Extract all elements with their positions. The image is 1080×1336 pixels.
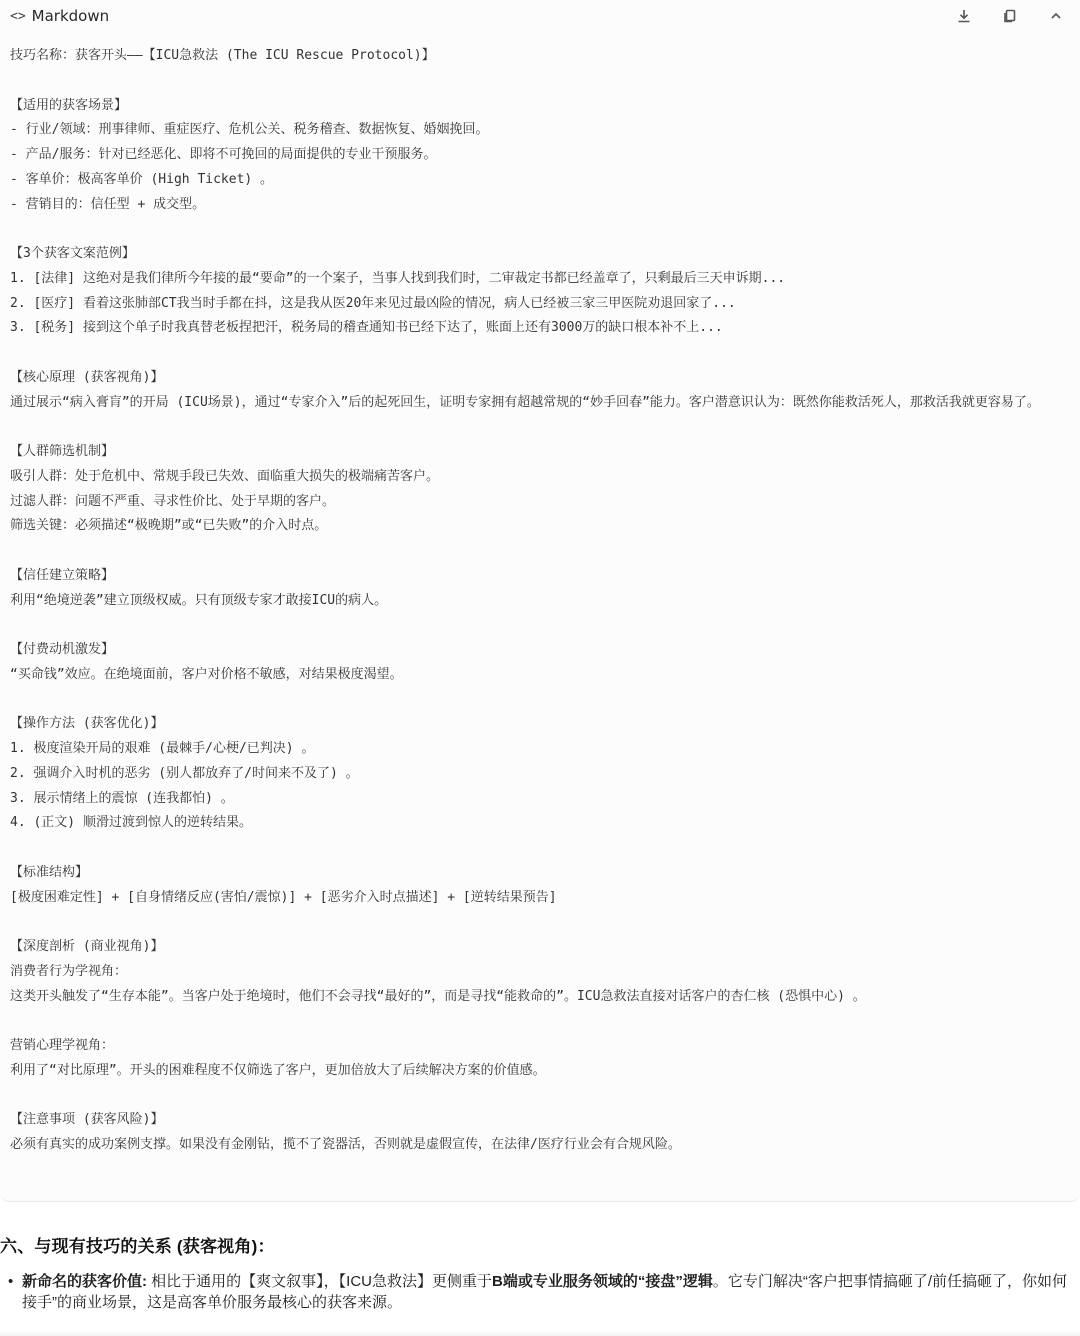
code-line: 这类开头触发了“生存本能”。当客户处于绝境时，他们不会寻找“最好的”，而是寻找“能救命的”。ICU急救法直接对话客户的杏仁核 (恐惧中心) 。 xyxy=(10,988,866,1004)
bullet-lead: 新命名的获客价值: xyxy=(22,1273,147,1290)
copy-icon[interactable] xyxy=(1000,6,1020,26)
code-line xyxy=(10,910,1070,935)
bottom-divider xyxy=(0,1330,1080,1336)
bullet-list xyxy=(0,1271,1080,1313)
code-line: [极度困难定性] + [自身情绪反应(害怕/震惊)] + [恶劣介入时点描述] + [逆转结果预告] xyxy=(10,889,557,905)
code-line: 4. (正文) 顺滑过渡到惊人的逆转结果。 xyxy=(10,815,252,831)
code-line xyxy=(10,1084,1070,1109)
code-line: 【付费动机激发】 xyxy=(10,642,115,657)
code-line: 通过展示“病入膏肓”的开局 (ICU场景)，通过“专家介入”后的起死回生，证明专家拥有超越常规的“妙手回春”能力。客户潜意识认为：既然你能救活死人，那救活我就更容易了。 xyxy=(10,394,1040,410)
code-line xyxy=(10,539,1070,564)
code-line: 过滤人群：问题不严重、寻求性价比、处于早期的客户。 xyxy=(10,493,336,509)
code-line xyxy=(10,1009,1070,1034)
language-label-group xyxy=(10,7,109,25)
code-line: 营销心理学视角： xyxy=(10,1038,115,1053)
code-line: “买命钱”效应。在绝境面前，客户对价格不敏感，对结果极度渴望。 xyxy=(10,666,403,682)
code-line: 技巧名称：获客开头——【ICU急救法 (The ICU Rescue Protocol)】 xyxy=(10,48,435,63)
list-item xyxy=(22,1271,1080,1313)
code-line: 2. 强调介入时机的恶劣 (别人都放弃了/时间来不及了) 。 xyxy=(10,765,359,781)
code-content xyxy=(0,32,1080,1158)
code-line: 1. [法律] 这绝对是我们律所今年接的最“要命”的一个案子，当事人找到我们时，二审裁定书都已经盖章了，只剩最后三天申诉期... xyxy=(10,270,786,286)
code-line: 【信任建立策略】 xyxy=(10,567,115,583)
code-line: 【3个获客文案范例】 xyxy=(10,246,135,261)
section-heading: 六、与现有技巧的关系 (获客视角)： xyxy=(0,1237,275,1256)
code-line xyxy=(10,836,1070,861)
code-line: 【适用的获客场景】 xyxy=(10,97,128,113)
code-line: 利用了“对比原理”。开头的困难程度不仅筛选了客户，更加倍放大了后续解决方案的价值感。 xyxy=(10,1062,546,1078)
code-line: 消费者行为学视角： xyxy=(10,963,128,979)
code-line: - 营销目的：信任型 + 成交型。 xyxy=(10,196,206,212)
code-icon: <> xyxy=(10,8,26,24)
code-line xyxy=(10,688,1070,713)
bullet-bold-phrase: B端或专业服务领域的“接盘”逻辑 xyxy=(492,1273,713,1290)
code-line: 1. 极度渲染开局的艰难 (最棘手/心梗/已判决) 。 xyxy=(10,741,315,756)
code-line: 【标准结构】 xyxy=(10,864,89,880)
code-line xyxy=(10,69,1070,94)
code-line: 【注意事项 (获客风险)】 xyxy=(10,1112,164,1128)
code-line: - 客单价：极高客单价 (High Ticket) 。 xyxy=(10,171,274,187)
code-line: 必须有真实的成功案例支撑。如果没有金刚钻，揽不了瓷器活，否则就是虚假宣传，在法律/医疗行业会有合规风险。 xyxy=(10,1137,681,1152)
code-line: 【深度剖析 (商业视角)】 xyxy=(10,939,164,954)
code-line: 筛选关键：必须描述“极晚期”或“已失败”的介入时点。 xyxy=(10,518,328,534)
code-line xyxy=(10,217,1070,242)
code-line: 【操作方法 (获客优化)】 xyxy=(10,716,164,732)
download-icon[interactable] xyxy=(954,6,974,26)
relation-section xyxy=(0,1232,1080,1313)
code-line: 3. 展示情绪上的震惊 (连我都怕) 。 xyxy=(10,790,234,806)
code-line: 3. [税务] 接到这个单子时我真替老板捏把汗，税务局的稽查通知书已经下达了，账面上还有3000万的缺口根本补不上... xyxy=(10,320,723,336)
bullet-text-2: 。它专门解决“客户把事情搞砸了/前任搞砸了，你如何接手”的商业场景，这是高客单价服务最核心的获客来源。 xyxy=(22,1273,1068,1311)
code-block-header xyxy=(0,0,1080,32)
code-line: 【人群筛选机制】 xyxy=(10,444,115,459)
code-block-actions xyxy=(954,6,1070,26)
code-line: - 行业/领域：刑事律师、重症医疗、危机公关、税务稽查、数据恢复、婚姻挽回。 xyxy=(10,122,489,138)
code-line: 2. [医疗] 看着这张肺部CT我当时手都在抖，这是我从医20年来见过最凶险的情况，病人已经被三家三甲医院劝退回家了... xyxy=(10,295,736,311)
code-line xyxy=(10,415,1070,440)
code-line xyxy=(10,341,1070,366)
code-line: 【核心原理 (获客视角)】 xyxy=(10,369,164,385)
bullet-text-1: 相比于通用的【爽文叙事】，【ICU急救法】更侧重于 xyxy=(147,1273,493,1290)
code-line xyxy=(10,613,1070,638)
collapse-chevron-icon[interactable] xyxy=(1046,6,1066,26)
code-line: 吸引人群：处于危机中、常规手段已失效、面临重大损失的极端痛苦客户。 xyxy=(10,468,440,484)
language-label: Markdown xyxy=(31,7,110,25)
code-line: 利用“绝境逆袭”建立顶级权威。只有顶级专家才敢接ICU的病人。 xyxy=(10,592,388,608)
code-line: - 产品/服务：针对已经恶化、即将不可挽回的局面提供的专业干预服务。 xyxy=(10,147,437,162)
